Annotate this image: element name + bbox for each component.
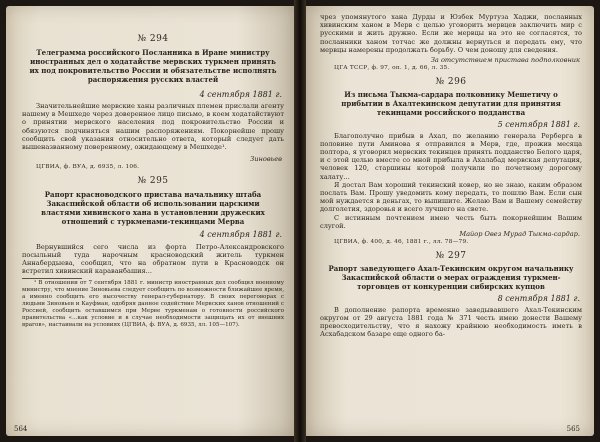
left-page-number: 564: [14, 425, 28, 433]
right-page-content: [320, 6, 582, 338]
doc-294-date: 4 сентября 1881 г.: [199, 90, 282, 99]
doc-294-text: Значительнейшие мервские ханы различных племен прислали агенту нашему в Мешхеде через доверенное лицо письмо, в коем ходатайствуют о принятии мервского населения под покровительство России и обязуются подчиняться нашим распоряжениям. Покорнейше прошу сообщить свой указания относительно ответа, который следует дать вышеназванному поверенному, ожидающему в Мешхеде¹.: [22, 102, 284, 152]
doc-296-text-2: Я достал Вам хороший текинский ковер, но не знаю, каким образом послать Вам. Прошу уведомить кому передать, то пошлю Вам. Если сын мой нуждается в деньгах, то выпишите. Желаю Вам и Вашему семейству долголетия, здоровья и всего лучшего на свете.: [320, 180, 582, 214]
doc-294-signature: Зиновьев: [250, 155, 282, 164]
left-page: [6, 6, 294, 436]
doc-294-number: № 294: [137, 34, 169, 44]
doc-297-title: Рапорт заведующего Ахал-Текинским округом начальнику Закаспийской области о мерах ограждения туркмен-торговцев от конкуренции сибирских купцов: [328, 263, 574, 291]
doc-296-number: № 296: [435, 76, 467, 87]
continuation-text: чрез упомянутого хана Дурды и Юзбек Муртуза Хаджи, посланных хивинским ханом в Мерв с целью уговорить мервцев заключить мир с русскими и жить дружно. Если же мервцы на это не согласятся, то посланники ханом тотчас же должны вернуться и передать ему, что мервцы намерены продолжать борьбу. О чем доношу для сведения.: [320, 13, 582, 54]
doc-294-title: Телеграмма российского Посланника в Иране министру иностранных дел о ходатайстве мервских туркмен принять их под покровительство России и обязательстве исполнять распоряжения русских властей: [29, 48, 277, 84]
doc-296-text-1: Благополучно прибыв в Ахал, по желанию генерала Рерберга в половине пути Аминова я отправился в Мерв, где, прожив месяца полтора, я уговорил мервских текинцев принять подданство Белого царя, и с этой целью вместе со мной прибыла в Ахалабад мервская депутация, человек 120, старшины которой получили по почетному дорогому халату…: [320, 131, 582, 181]
right-page: [306, 6, 594, 436]
continuation-source: ЦГА ТССР, ф. 97, оп. 1, д. 66, л. 35.: [334, 65, 450, 72]
doc-295-title: Рапорт красноводского пристава начальнику штаба Закаспийской области об использовании царскими властями хивинского хана в установлении дружеских отношений с туркменами-текинцами Мерва: [41, 189, 265, 226]
footnote-divider: [22, 278, 82, 279]
doc-296-source: ЦГВИА, ф. 400, д. 46, 1881 г., лл. 78—79.: [334, 239, 469, 246]
doc-294-source: ЦГВИА, ф. ВУА, д. 6935, л. 106.: [36, 164, 140, 171]
doc-296-signature: Майор Овез Мурад Тыкма-сардар.: [459, 230, 580, 239]
doc-296-text-3: С истинным почтением имею честь быть покорнейшим Вашим слугой.: [320, 213, 582, 230]
doc-295-text: Вернувшийся сего числа из форта Петро-Александровского посыльный туда нарочным красноводский житель туркмен Аннабердыева, сообщил, что на обратном пути в Красноводск он встретил хивинский караванбашия...: [22, 242, 284, 276]
continuation-signature: За отсутствием пристава подполковник: [430, 56, 580, 65]
left-page-content: [22, 6, 284, 329]
doc-297-date: 8 сентября 1881 г.: [497, 293, 580, 303]
doc-296-date: 5 сентября 1881 г.: [497, 119, 580, 129]
right-page-number: 565: [566, 425, 580, 433]
doc-295-number: № 295: [137, 175, 169, 186]
doc-296-title: Из письма Тыкма-сардара полковнику Мешетичу о прибытии в Ахалтекинском депутатии для принятия текинцами российского подданства: [341, 89, 561, 117]
doc-297-number: № 297: [435, 250, 467, 261]
doc-297-text: В дополнение рапорта временно заведывавшего Ахал-Текинским округом от 29 августа 1881 года № 371 честь имею донести Вашему превосходительству, что я нахожу крайнюю необходимость иметь в Асхабадском базаре еще одного ба-: [320, 305, 582, 339]
footnote: ¹ В отношении от 7 сентября 1881 г. министр иностранных дел сообщил военному министру, что мнение Зиновьева следует сообщить по возможности ближайшее время, а именно сообщить его высочеству генерал-губернатору. В своих переговорах с людьми Зиновьев и Кауфман, одобряя данное содействие Мервских ханов отношений с Россией, сообщить оставшимся при Мерве туркменам о готовности российского правительства «...как условие и в случае необходимости защищать их от внешних врагов», настаивали на условиях (ЦГВИА, ф. ВУА, д. 6935, лл. 105—107).: [22, 279, 284, 328]
doc-295-date: 4 сентября 1881 г.: [199, 229, 282, 239]
book-gutter: [294, 0, 306, 442]
